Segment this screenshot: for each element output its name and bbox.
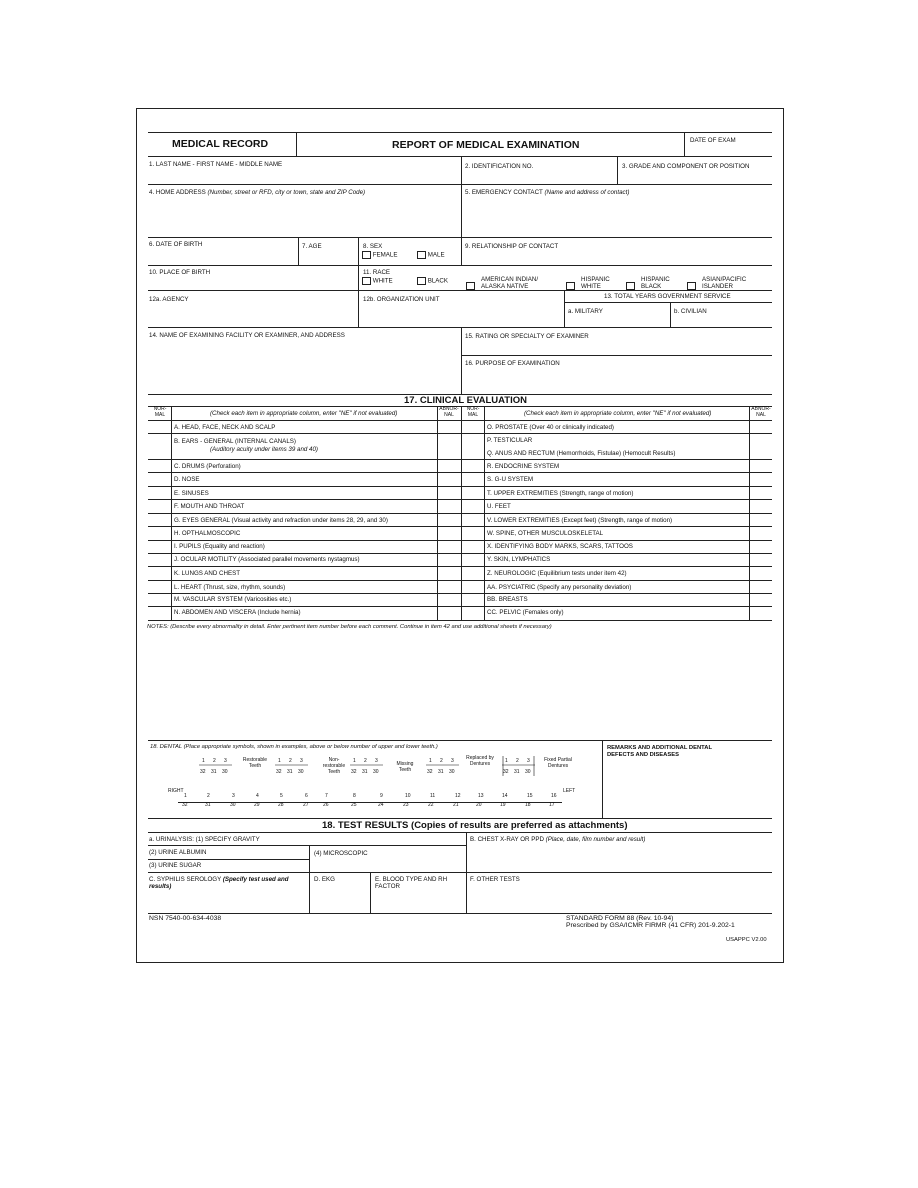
clinical-row-rule [148,486,772,487]
identification-label: 2. IDENTIFICATION NO. [465,163,534,170]
svg-text:30: 30 [373,769,379,775]
lower-tooth-number: 20 [476,802,482,808]
clinical-row-rule [148,580,772,581]
divider [564,290,565,327]
divider [670,302,671,327]
divider [298,237,299,265]
clinical-row-rule [148,540,772,541]
race-white-checkbox[interactable] [362,277,371,285]
clinical-item-left: M. VASCULAR SYSTEM (Varicosities etc.) [174,596,292,603]
race-black-checkbox[interactable] [417,277,426,285]
clinical-item-right: BB. BREASTS [487,596,528,603]
upper-tooth-number: 4 [256,793,259,799]
clinical-row-rule [148,513,772,514]
chest-xray-label: B. CHEST X-RAY OR PPD (Place, date, film number and result) [470,836,646,843]
upper-tooth-number: 9 [380,793,383,799]
other-tests-label: F. OTHER TESTS [470,876,520,883]
race-asian-checkbox[interactable] [687,282,696,290]
clinical-row-rule [148,499,772,500]
age-label: 7. AGE [302,243,322,250]
divider [617,156,618,184]
rule [148,818,772,819]
female-option[interactable]: FEMALE [362,251,398,259]
svg-text:32: 32 [427,769,433,775]
clinical-item-right: AA. PSYCIATRIC (Specify any personality deviation) [487,584,632,591]
lower-tooth-number: 28 [278,802,284,808]
clinical-row-rule [148,526,772,527]
normal-header-left: NOR- MAL [153,406,167,418]
dental-symbol-examples [196,754,556,786]
clinical-item-left: L. HEART (Thrust, size, rhythm, sounds) [174,584,286,591]
usappc-label: USAPPC V2.00 [726,937,767,943]
upper-tooth-number: 2 [207,793,210,799]
ekg-label: D. EKG [314,876,335,883]
upper-tooth-number: 12 [455,793,461,799]
svg-text:32: 32 [351,769,357,775]
clinical-item-left: I. PUPILS (Equality and reaction) [174,543,265,550]
rule [564,302,772,303]
microscopic-label: (4) MICROSCOPIC [314,850,368,857]
blood-type-label: E. BLOOD TYPE AND RH FACTOR [375,876,448,891]
clinical-item-right: Z. NEUROLOGIC (Equilibrium tests under item 42) [487,570,627,577]
clinical-row-rule [148,620,772,621]
abnormal-header-right: ABNOR- NAL [751,406,771,418]
male-option[interactable]: MALE [417,251,445,259]
clinical-row-rule [148,593,772,594]
home-address-label: 4. HOME ADDRESS (Number, street or RFD, city or town, state and ZIP Code) [149,189,366,196]
clinical-row-rule [148,433,772,434]
svg-text:31: 31 [438,769,444,775]
rule [148,859,309,860]
clinical-item-left: G. EYES GENERAL (Visual activity and refraction under items 28, 29, and 30) [174,517,388,524]
upper-tooth-number: 15 [527,793,533,799]
lower-tooth-number: 21 [453,802,459,808]
male-checkbox[interactable] [417,251,426,259]
place-of-birth-label: 10. PLACE OF BIRTH [149,269,211,276]
svg-text:2: 2 [364,758,367,764]
clinical-item-left: B. EARS - GENERAL (INTERNAL CANALS) [174,438,296,445]
svg-text:1: 1 [202,758,205,764]
right-label: RIGHT [168,788,184,794]
divider [358,290,359,327]
svg-text:30: 30 [525,769,531,775]
rule [148,327,772,328]
examining-facility-label: 14. NAME OF EXAMINING FACILITY OR EXAMINER, AND ADDRESS [149,332,345,339]
last-name-label: 1. LAST NAME - FIRST NAME - MIDDLE NAME [149,161,283,168]
upper-tooth-number: 14 [502,793,508,799]
upper-tooth-number: 8 [353,793,356,799]
svg-text:3: 3 [451,758,454,764]
clinical-item-right: R. ENDOCRINE SYSTEM [487,463,560,470]
svg-text:31: 31 [287,769,293,775]
lower-tooth-number: 24 [378,802,384,808]
race-white-option[interactable]: WHITE [362,277,393,285]
svg-text:2: 2 [289,758,292,764]
upper-tooth-number: 7 [325,793,328,799]
header-top-rule [148,132,772,133]
clinical-row-rule [148,459,772,460]
agency-label: 12a. AGENCY [149,296,189,303]
clinical-item-left: N. ABDOMEN AND VISCERA (Include hernia) [174,609,301,616]
svg-text:32: 32 [276,769,282,775]
left-label: LEFT [563,788,576,794]
svg-text:3: 3 [527,758,530,764]
divider [309,845,310,872]
clinical-row-rule [148,420,772,421]
syphilis-label: C. SYPHILIS SEROLOGY (Specify test used and results) [149,876,289,891]
race-hisp-white-label: HISPANIC WHITE [581,276,610,291]
race-hisp-black-label: HISPANIC BLACK [641,276,670,291]
clinical-item-right: P. TESTICULAR [487,437,533,444]
restorable-label: Restorable Teeth [242,757,268,769]
rule [148,265,772,266]
lower-tooth-number: 22 [428,802,434,808]
divider [461,184,462,237]
female-checkbox[interactable] [362,251,371,259]
military-label: a. MILITARY [568,308,603,315]
total-years-label: 13. TOTAL YEARS GOVERNMENT SERVICE [604,293,731,300]
rule [148,872,772,873]
svg-text:2: 2 [516,758,519,764]
dental-remarks-label: REMARKS AND ADDITIONAL DENTAL DEFECTS AND DISEASES [607,745,712,758]
header-divider [684,132,685,156]
race-hisp-white-option[interactable] [566,277,575,295]
lower-tooth-number: 19 [500,802,506,808]
svg-text:32: 32 [200,769,206,775]
race-asian-label: ASIAN/PACIFIC ISLANDER [702,276,747,291]
divider [461,237,462,265]
svg-text:32: 32 [503,769,509,775]
test-results-title: 18. TEST RESULTS (Copies of results are preferred as attachments) [322,820,628,831]
divider [602,740,603,818]
clinical-item-right: O. PROSTATE (Over 40 or clinically indicated) [487,424,614,431]
upper-tooth-number: 3 [232,793,235,799]
svg-text:30: 30 [222,769,228,775]
instruction-left: (Check each item in appropriate column, enter "NE" if not evaluated) [210,410,398,417]
standard-form-label: STANDARD FORM 88 (Rev. 10-94) [566,915,674,922]
date-of-exam-label: DATE OF EXAM [690,137,736,144]
org-unit-label: 12b. ORGANIZATION UNIT [363,296,440,303]
ears-note: (Auditory acuity under items 39 and 40) [210,446,318,453]
lower-tooth-number: 29 [254,802,260,808]
clinical-item-left: E. SINUSES [174,490,209,497]
upper-tooth-number: 6 [305,793,308,799]
urine-sugar-label: (3) URINE SUGAR [149,862,202,869]
clinical-item-left: D. NOSE [174,476,200,483]
lower-tooth-number: 25 [351,802,357,808]
clinical-item-left: J. OCULAR MOTILITY (Associated parallel movements nystagmus) [174,556,360,563]
clinical-row-rule [148,566,772,567]
clinical-row-rule [148,472,772,473]
svg-text:1: 1 [278,758,281,764]
grade-label: 3. GRADE AND COMPONENT OR POSITION [622,163,750,170]
clinical-item-right: Y. SKIN, LYMPHATICS [487,556,551,563]
lower-tooth-number: 32 [182,802,188,808]
race-hisp-black-checkbox[interactable] [626,282,635,290]
clinical-item-right: Q. ANUS AND RECTUM (Hemorrhoids, Fistulae) (Hemocult Results) [487,450,676,457]
clinical-item-right: S. G-U SYSTEM [487,476,534,483]
svg-text:31: 31 [514,769,520,775]
sex-label: 8. SEX [363,243,383,250]
normal-header-right: NOR- MAL [466,406,480,418]
clinical-item-right: CC. PELVIC (Females only) [487,609,564,616]
lower-tooth-number: 26 [323,802,329,808]
medical-record-title: MEDICAL RECORD [172,138,269,150]
lower-tooth-number: 30 [230,802,236,808]
lower-tooth-number: 18 [525,802,531,808]
svg-text:2: 2 [213,758,216,764]
upper-tooth-number: 10 [405,793,411,799]
rule [148,740,772,741]
rule [148,845,466,846]
relationship-label: 9. RELATIONSHIP OF CONTACT [465,243,559,250]
upper-tooth-number: 1 [184,793,187,799]
civilian-label: b. CIVILIAN [674,308,707,315]
header-bottom-rule [148,156,772,157]
clinical-item-left: K. LUNGS AND CHEST [174,570,241,577]
urine-albumin-label: (2) URINE ALBUMIN [149,849,207,856]
prescribed-label: Prescribed by GSA/ICMR FIRMR (41 CFR) 201-9.202-1 [566,922,735,929]
divider [461,327,462,394]
svg-text:31: 31 [362,769,368,775]
svg-text:1: 1 [429,758,432,764]
clinical-evaluation-title: 17. CLINICAL EVALUATION [404,395,527,406]
svg-text:3: 3 [300,758,303,764]
divider [370,872,371,913]
abnormal-header-left: ABNOR- NAL [439,406,459,418]
clinical-item-left: H. OPTHALMOSCOPIC [174,530,241,537]
nonrestorable-label: Non-restorable Teeth [322,757,346,775]
race-black-option[interactable]: BLACK [417,277,448,285]
rule [148,913,772,914]
header-divider [296,132,297,156]
emergency-contact-label: 5. EMERGENCY CONTACT (Name and address of contact) [465,189,630,196]
svg-text:31: 31 [211,769,217,775]
upper-tooth-number: 13 [478,793,484,799]
rating-label: 15. RATING OR SPECIALTY OF EXAMINER [465,333,589,340]
upper-tooth-number: 16 [551,793,557,799]
divider [358,237,359,265]
upper-tooth-number: 5 [280,793,283,799]
report-title: REPORT OF MEDICAL EXAMINATION [392,139,580,151]
divider [358,265,359,290]
svg-text:1: 1 [353,758,356,764]
upper-tooth-number: 11 [430,793,436,799]
svg-text:3: 3 [224,758,227,764]
clinical-item-left: C. DRUMS (Perforation) [174,463,241,470]
rule [148,290,772,291]
race-amer-indian-checkbox[interactable] [466,282,475,290]
svg-text:3: 3 [375,758,378,764]
race-amer-indian-label: AMERICAN INDIAN/ ALASKA NATIVE [481,276,539,291]
dental-title: 18. DENTAL (Place appropriate symbols, shown in examples, above or below number of upper and lower teeth.) [150,744,438,750]
svg-text:30: 30 [449,769,455,775]
divider [309,872,310,913]
svg-text:1: 1 [505,758,508,764]
race-hisp-white-checkbox[interactable] [566,282,575,290]
lower-tooth-number: 31 [205,802,211,808]
notes-label: NOTES: (Describe every abnormality in detail. Enter pertinent item number before each comment. Continue in item 42 and use additional sheets if necessary) [147,624,552,630]
clinical-item-right: X. IDENTIFYING BODY MARKS, SCARS, TATTOOS [487,543,633,550]
rule [148,184,772,185]
clinical-row-rule [148,553,772,554]
clinical-item-left: F. MOUTH AND THROAT [174,503,245,510]
svg-text:2: 2 [440,758,443,764]
race-amer-indian-option[interactable] [466,277,475,295]
clinical-item-left: A. HEAD, FACE, NECK AND SCALP [174,424,276,431]
date-of-birth-label: 6. DATE OF BIRTH [149,241,203,248]
replaced-label: Replaced by Dentures [466,755,494,767]
fixed-label: Fixed Partial Dentures [544,757,572,769]
clinical-row-rule [148,606,772,607]
lower-tooth-number: 23 [403,802,409,808]
nsn-number: NSN 7540-00-634-4038 [149,915,222,922]
clinical-item-right: U. FEET [487,503,511,510]
race-label: 11. RACE [363,269,391,276]
urinalysis-label: a. URINALYSIS: (1) SPECIFY GRAVITY [149,836,260,843]
clinical-item-right: W. SPINE, OTHER MUSCULOSKELETAL [487,530,604,537]
divider [461,156,462,184]
purpose-label: 16. PURPOSE OF EXAMINATION [465,360,560,367]
rule [148,832,772,833]
rule [148,237,772,238]
clinical-item-right: T. UPPER EXTREMITIES (Strength, range of motion) [487,490,634,497]
lower-tooth-number: 27 [303,802,309,808]
instruction-right: (Check each item in appropriate column, enter "NE" if not evaluated) [524,410,712,417]
clinical-item-right: V. LOWER EXTREMITIES (Except feet) (Strength, range of motion) [487,517,673,524]
lower-tooth-number: 17 [549,802,555,808]
rule [461,355,772,356]
svg-text:30: 30 [298,769,304,775]
missing-label: Missing Teeth [396,761,414,773]
